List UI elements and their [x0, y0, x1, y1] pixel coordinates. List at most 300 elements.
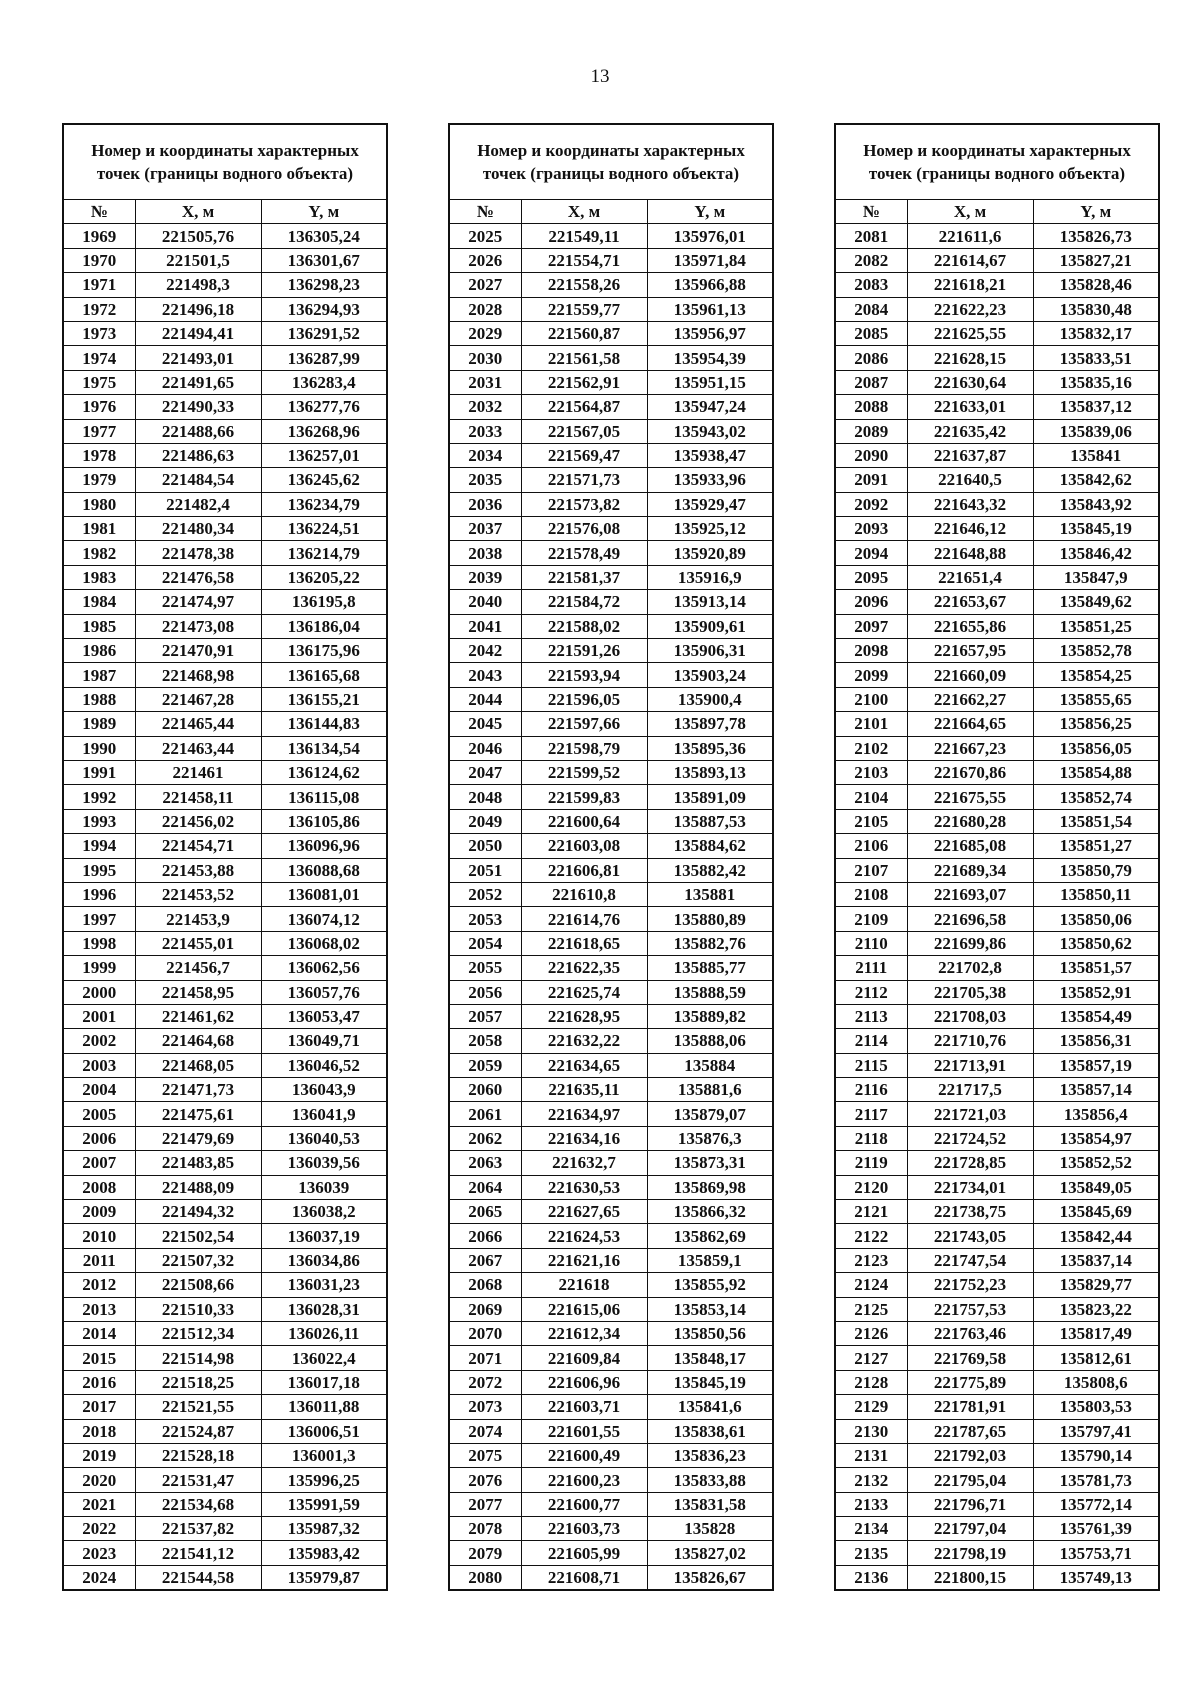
- table-row: [63, 858, 387, 882]
- y-coordinate-cell: 135845,69: [1033, 1200, 1159, 1224]
- y-coordinate-cell: 135929,47: [647, 492, 773, 516]
- x-coordinate-cell: 221797,04: [907, 1517, 1033, 1541]
- x-coordinate-cell: 221627,65: [521, 1200, 647, 1224]
- table-row: [835, 1248, 1159, 1272]
- table-row: [449, 517, 773, 541]
- point-number-cell: 2066: [449, 1224, 521, 1248]
- table-row: [63, 321, 387, 345]
- y-coordinate-cell: 136277,76: [261, 395, 387, 419]
- table-row: [63, 956, 387, 980]
- column-header-x: X, м: [521, 200, 647, 224]
- table-row: [449, 590, 773, 614]
- y-coordinate-cell: 135909,61: [647, 614, 773, 638]
- column-header-number: №: [449, 200, 521, 224]
- y-coordinate-cell: 135888,59: [647, 980, 773, 1004]
- point-number-cell: 2032: [449, 395, 521, 419]
- x-coordinate-cell: 221653,67: [907, 590, 1033, 614]
- x-coordinate-cell: 221651,4: [907, 565, 1033, 589]
- y-coordinate-cell: 136096,96: [261, 834, 387, 858]
- point-number-cell: 2074: [449, 1419, 521, 1443]
- table-row: [835, 541, 1159, 565]
- point-number-cell: 2058: [449, 1029, 521, 1053]
- y-coordinate-cell: 135849,05: [1033, 1175, 1159, 1199]
- table-row: [63, 273, 387, 297]
- point-number-cell: 2041: [449, 614, 521, 638]
- table-row: [449, 639, 773, 663]
- table-row: [835, 1102, 1159, 1126]
- table-row: [63, 980, 387, 1004]
- table-row: [63, 1200, 387, 1224]
- y-coordinate-cell: 135849,62: [1033, 590, 1159, 614]
- x-coordinate-cell: 221634,97: [521, 1102, 647, 1126]
- table-row: [63, 1370, 387, 1394]
- point-number-cell: 2129: [835, 1395, 907, 1419]
- point-number-cell: 2115: [835, 1053, 907, 1077]
- table-row: [63, 809, 387, 833]
- point-number-cell: 2018: [63, 1419, 135, 1443]
- y-coordinate-cell: 135859,1: [647, 1248, 773, 1272]
- point-number-cell: 2094: [835, 541, 907, 565]
- x-coordinate-cell: 221634,65: [521, 1053, 647, 1077]
- table-row: [835, 1468, 1159, 1492]
- y-coordinate-cell: 135851,25: [1033, 614, 1159, 638]
- table-row: [63, 1492, 387, 1516]
- table-row: [835, 736, 1159, 760]
- table-row: [835, 248, 1159, 272]
- table-row: [835, 1151, 1159, 1175]
- y-coordinate-cell: 135916,9: [647, 565, 773, 589]
- point-number-cell: 1978: [63, 443, 135, 467]
- point-number-cell: 1987: [63, 663, 135, 687]
- point-number-cell: 2046: [449, 736, 521, 760]
- y-coordinate-cell: 135857,19: [1033, 1053, 1159, 1077]
- x-coordinate-cell: 221721,03: [907, 1102, 1033, 1126]
- table-row: [835, 370, 1159, 394]
- y-coordinate-cell: 136017,18: [261, 1370, 387, 1394]
- x-coordinate-cell: 221593,94: [521, 663, 647, 687]
- point-number-cell: 1996: [63, 882, 135, 906]
- y-coordinate-cell: 136205,22: [261, 565, 387, 589]
- point-number-cell: 1998: [63, 931, 135, 955]
- point-number-cell: 1970: [63, 248, 135, 272]
- table-row: [63, 1248, 387, 1272]
- y-coordinate-cell: 135893,13: [647, 760, 773, 784]
- x-coordinate-cell: 221578,49: [521, 541, 647, 565]
- y-coordinate-cell: 135832,17: [1033, 321, 1159, 345]
- table-row: [835, 1273, 1159, 1297]
- point-number-cell: 2081: [835, 224, 907, 248]
- point-number-cell: 1977: [63, 419, 135, 443]
- point-number-cell: 2097: [835, 614, 907, 638]
- table-row: [449, 565, 773, 589]
- coordinates-table-3: [834, 123, 1160, 1591]
- y-coordinate-cell: 136001,3: [261, 1443, 387, 1467]
- column-header-y: Y, м: [1033, 200, 1159, 224]
- point-number-cell: 1995: [63, 858, 135, 882]
- point-number-cell: 2003: [63, 1053, 135, 1077]
- y-coordinate-cell: 135852,78: [1033, 639, 1159, 663]
- table-row: [835, 956, 1159, 980]
- y-coordinate-cell: 135851,57: [1033, 956, 1159, 980]
- x-coordinate-cell: 221467,28: [135, 687, 261, 711]
- point-number-cell: 2070: [449, 1321, 521, 1345]
- y-coordinate-cell: 135855,92: [647, 1273, 773, 1297]
- x-coordinate-cell: 221491,65: [135, 370, 261, 394]
- x-coordinate-cell: 221510,33: [135, 1297, 261, 1321]
- y-coordinate-cell: 135842,44: [1033, 1224, 1159, 1248]
- point-number-cell: 2126: [835, 1321, 907, 1345]
- y-coordinate-cell: 136062,56: [261, 956, 387, 980]
- y-coordinate-cell: 135845,19: [647, 1370, 773, 1394]
- x-coordinate-cell: 221486,63: [135, 443, 261, 467]
- x-coordinate-cell: 221603,08: [521, 834, 647, 858]
- x-coordinate-cell: 221610,8: [521, 882, 647, 906]
- point-number-cell: 2123: [835, 1248, 907, 1272]
- y-coordinate-cell: 135887,53: [647, 809, 773, 833]
- table-row: [63, 1297, 387, 1321]
- table-row: [835, 858, 1159, 882]
- x-coordinate-cell: 221521,55: [135, 1395, 261, 1419]
- y-coordinate-cell: 135797,41: [1033, 1419, 1159, 1443]
- point-number-cell: 2119: [835, 1151, 907, 1175]
- y-coordinate-cell: 135961,13: [647, 297, 773, 321]
- point-number-cell: 2134: [835, 1517, 907, 1541]
- x-coordinate-cell: 221584,72: [521, 590, 647, 614]
- table-row: [449, 663, 773, 687]
- table-row: [63, 1078, 387, 1102]
- point-number-cell: 2092: [835, 492, 907, 516]
- x-coordinate-cell: 221531,47: [135, 1468, 261, 1492]
- table-row: [835, 395, 1159, 419]
- y-coordinate-cell: 135880,89: [647, 907, 773, 931]
- column-header-x: X, м: [135, 200, 261, 224]
- point-number-cell: 2056: [449, 980, 521, 1004]
- x-coordinate-cell: 221461,62: [135, 1004, 261, 1028]
- x-coordinate-cell: 221600,23: [521, 1468, 647, 1492]
- coordinates-table-1: [62, 123, 388, 1591]
- x-coordinate-cell: 221710,76: [907, 1029, 1033, 1053]
- point-number-cell: 1971: [63, 273, 135, 297]
- y-coordinate-cell: 136039: [261, 1175, 387, 1199]
- x-coordinate-cell: 221614,67: [907, 248, 1033, 272]
- x-coordinate-cell: 221569,47: [521, 443, 647, 467]
- y-coordinate-cell: 135879,07: [647, 1102, 773, 1126]
- table-row: [835, 1346, 1159, 1370]
- table-row: [63, 1053, 387, 1077]
- point-number-cell: 2064: [449, 1175, 521, 1199]
- x-coordinate-cell: 221508,66: [135, 1273, 261, 1297]
- table-row: [63, 346, 387, 370]
- y-coordinate-cell: 136224,51: [261, 517, 387, 541]
- table-row: [449, 1419, 773, 1443]
- x-coordinate-cell: 221622,35: [521, 956, 647, 980]
- x-coordinate-cell: 221611,6: [907, 224, 1033, 248]
- point-number-cell: 1979: [63, 468, 135, 492]
- point-number-cell: 2048: [449, 785, 521, 809]
- x-coordinate-cell: 221463,44: [135, 736, 261, 760]
- point-number-cell: 2057: [449, 1004, 521, 1028]
- y-coordinate-cell: 136040,53: [261, 1126, 387, 1150]
- x-coordinate-cell: 221630,64: [907, 370, 1033, 394]
- table-row: [449, 1443, 773, 1467]
- table-row: [449, 1151, 773, 1175]
- x-coordinate-cell: 221600,64: [521, 809, 647, 833]
- point-number-cell: 2001: [63, 1004, 135, 1028]
- point-number-cell: 2072: [449, 1370, 521, 1394]
- x-coordinate-cell: 221464,68: [135, 1029, 261, 1053]
- table-row: [449, 1224, 773, 1248]
- x-coordinate-cell: 221461: [135, 760, 261, 784]
- point-number-cell: 2025: [449, 224, 521, 248]
- table-row: [835, 882, 1159, 906]
- page-number: 13: [590, 66, 610, 87]
- y-coordinate-cell: 135891,09: [647, 785, 773, 809]
- table-row: [835, 834, 1159, 858]
- y-coordinate-cell: 136115,08: [261, 785, 387, 809]
- point-number-cell: 2086: [835, 346, 907, 370]
- x-coordinate-cell: 221643,32: [907, 492, 1033, 516]
- x-coordinate-cell: 221628,95: [521, 1004, 647, 1028]
- point-number-cell: 2100: [835, 687, 907, 711]
- point-number-cell: 2121: [835, 1200, 907, 1224]
- point-number-cell: 2122: [835, 1224, 907, 1248]
- x-coordinate-cell: 221458,11: [135, 785, 261, 809]
- table-row: [63, 1175, 387, 1199]
- y-coordinate-cell: 135987,32: [261, 1517, 387, 1541]
- y-coordinate-cell: 135983,42: [261, 1541, 387, 1565]
- table-row: [835, 468, 1159, 492]
- point-number-cell: 2011: [63, 1248, 135, 1272]
- x-coordinate-cell: 221507,32: [135, 1248, 261, 1272]
- point-number-cell: 2093: [835, 517, 907, 541]
- point-number-cell: 1983: [63, 565, 135, 589]
- y-coordinate-cell: 135808,6: [1033, 1370, 1159, 1394]
- x-coordinate-cell: 221482,4: [135, 492, 261, 516]
- y-coordinate-cell: 135913,14: [647, 590, 773, 614]
- x-coordinate-cell: 221480,34: [135, 517, 261, 541]
- table-row: [449, 1565, 773, 1590]
- y-coordinate-cell: 136305,24: [261, 224, 387, 248]
- y-coordinate-cell: 135884,62: [647, 834, 773, 858]
- table-title: Номер и координаты характерных точек (границы водного объекта): [835, 124, 1159, 200]
- point-number-cell: 1975: [63, 370, 135, 394]
- point-number-cell: 1993: [63, 809, 135, 833]
- y-coordinate-cell: 135851,27: [1033, 834, 1159, 858]
- y-coordinate-cell: 136245,62: [261, 468, 387, 492]
- table-row: [63, 882, 387, 906]
- x-coordinate-cell: 221476,58: [135, 565, 261, 589]
- table-row: [449, 1492, 773, 1516]
- table-row: [63, 834, 387, 858]
- x-coordinate-cell: 221606,81: [521, 858, 647, 882]
- y-coordinate-cell: 136034,86: [261, 1248, 387, 1272]
- y-coordinate-cell: 135869,98: [647, 1175, 773, 1199]
- x-coordinate-cell: 221752,23: [907, 1273, 1033, 1297]
- table-row: [63, 517, 387, 541]
- table-row: [835, 1321, 1159, 1345]
- point-number-cell: 1988: [63, 687, 135, 711]
- table-row: [449, 224, 773, 248]
- y-coordinate-cell: 136022,4: [261, 1346, 387, 1370]
- point-number-cell: 1999: [63, 956, 135, 980]
- table-row: [835, 224, 1159, 248]
- point-number-cell: 2052: [449, 882, 521, 906]
- table-row: [449, 1053, 773, 1077]
- y-coordinate-cell: 135854,49: [1033, 1004, 1159, 1028]
- column-header-number: №: [835, 200, 907, 224]
- table-row: [449, 321, 773, 345]
- table-row: [63, 1321, 387, 1345]
- table-row: [449, 419, 773, 443]
- y-coordinate-cell: 135991,59: [261, 1492, 387, 1516]
- table-row: [63, 468, 387, 492]
- x-coordinate-cell: 221478,38: [135, 541, 261, 565]
- table-row: [63, 1273, 387, 1297]
- column-header-y: Y, м: [647, 200, 773, 224]
- point-number-cell: 1981: [63, 517, 135, 541]
- table-row: [449, 541, 773, 565]
- x-coordinate-cell: 221699,86: [907, 931, 1033, 955]
- table-row: [835, 639, 1159, 663]
- point-number-cell: 2103: [835, 760, 907, 784]
- y-coordinate-cell: 136037,19: [261, 1224, 387, 1248]
- table-row: [835, 663, 1159, 687]
- x-coordinate-cell: 221453,52: [135, 882, 261, 906]
- table-row: [449, 1078, 773, 1102]
- table-row: [63, 1565, 387, 1590]
- y-coordinate-cell: 135828: [647, 1517, 773, 1541]
- table-row: [63, 1541, 387, 1565]
- x-coordinate-cell: 221488,09: [135, 1175, 261, 1199]
- point-number-cell: 1991: [63, 760, 135, 784]
- y-coordinate-cell: 136081,01: [261, 882, 387, 906]
- y-coordinate-cell: 135829,77: [1033, 1273, 1159, 1297]
- table-row: [63, 1419, 387, 1443]
- x-coordinate-cell: 221747,54: [907, 1248, 1033, 1272]
- y-coordinate-cell: 135753,71: [1033, 1541, 1159, 1565]
- y-coordinate-cell: 135900,4: [647, 687, 773, 711]
- table-row: [449, 858, 773, 882]
- point-number-cell: 2055: [449, 956, 521, 980]
- point-number-cell: 2114: [835, 1029, 907, 1053]
- y-coordinate-cell: 135996,25: [261, 1468, 387, 1492]
- point-number-cell: 2130: [835, 1419, 907, 1443]
- point-number-cell: 2076: [449, 1468, 521, 1492]
- point-number-cell: 2061: [449, 1102, 521, 1126]
- point-number-cell: 2038: [449, 541, 521, 565]
- table-title: Номер и координаты характерных точек (границы водного объекта): [63, 124, 387, 200]
- x-coordinate-cell: 221588,02: [521, 614, 647, 638]
- x-coordinate-cell: 221628,15: [907, 346, 1033, 370]
- point-number-cell: 2083: [835, 273, 907, 297]
- table-row: [449, 956, 773, 980]
- x-coordinate-cell: 221544,58: [135, 1565, 261, 1590]
- point-number-cell: 2091: [835, 468, 907, 492]
- point-number-cell: 1989: [63, 712, 135, 736]
- x-coordinate-cell: 221648,88: [907, 541, 1033, 565]
- y-coordinate-cell: 136268,96: [261, 419, 387, 443]
- x-coordinate-cell: 221600,49: [521, 1443, 647, 1467]
- table-row: [63, 419, 387, 443]
- point-number-cell: 2127: [835, 1346, 907, 1370]
- point-number-cell: 2062: [449, 1126, 521, 1150]
- table-row: [63, 712, 387, 736]
- y-coordinate-cell: 136039,56: [261, 1151, 387, 1175]
- y-coordinate-cell: 136186,04: [261, 614, 387, 638]
- point-number-cell: 2008: [63, 1175, 135, 1199]
- point-number-cell: 1992: [63, 785, 135, 809]
- point-number-cell: 2035: [449, 468, 521, 492]
- table-row: [835, 1492, 1159, 1516]
- x-coordinate-cell: 221781,91: [907, 1395, 1033, 1419]
- x-coordinate-cell: 221599,83: [521, 785, 647, 809]
- x-coordinate-cell: 221796,71: [907, 1492, 1033, 1516]
- x-coordinate-cell: 221769,58: [907, 1346, 1033, 1370]
- y-coordinate-cell: 135897,78: [647, 712, 773, 736]
- y-coordinate-cell: 136074,12: [261, 907, 387, 931]
- table-row: [63, 1468, 387, 1492]
- x-coordinate-cell: 221564,87: [521, 395, 647, 419]
- table-row: [63, 931, 387, 955]
- x-coordinate-cell: 221792,03: [907, 1443, 1033, 1467]
- point-number-cell: 1986: [63, 639, 135, 663]
- y-coordinate-cell: 135854,88: [1033, 760, 1159, 784]
- y-coordinate-cell: 135853,14: [647, 1297, 773, 1321]
- table-row: [63, 297, 387, 321]
- y-coordinate-cell: 135954,39: [647, 346, 773, 370]
- table-row: [449, 395, 773, 419]
- y-coordinate-cell: 136234,79: [261, 492, 387, 516]
- table-row: [835, 517, 1159, 541]
- y-coordinate-cell: 135827,21: [1033, 248, 1159, 272]
- y-coordinate-cell: 135933,96: [647, 468, 773, 492]
- y-coordinate-cell: 136165,68: [261, 663, 387, 687]
- table-row: [63, 785, 387, 809]
- table-row: [63, 614, 387, 638]
- y-coordinate-cell: 135831,58: [647, 1492, 773, 1516]
- x-coordinate-cell: 221635,11: [521, 1078, 647, 1102]
- table-row: [835, 1541, 1159, 1565]
- x-coordinate-cell: 221646,12: [907, 517, 1033, 541]
- y-coordinate-cell: 135925,12: [647, 517, 773, 541]
- table-title: Номер и координаты характерных точек (границы водного объекта): [449, 124, 773, 200]
- y-coordinate-cell: 136298,23: [261, 273, 387, 297]
- point-number-cell: 2050: [449, 834, 521, 858]
- x-coordinate-cell: 221534,68: [135, 1492, 261, 1516]
- table-row: [63, 541, 387, 565]
- y-coordinate-cell: 135836,23: [647, 1443, 773, 1467]
- y-coordinate-cell: 136257,01: [261, 443, 387, 467]
- table-row: [63, 1395, 387, 1419]
- x-coordinate-cell: 221625,55: [907, 321, 1033, 345]
- point-number-cell: 2109: [835, 907, 907, 931]
- y-coordinate-cell: 135855,65: [1033, 687, 1159, 711]
- x-coordinate-cell: 221455,01: [135, 931, 261, 955]
- table-row: [449, 370, 773, 394]
- x-coordinate-cell: 221738,75: [907, 1200, 1033, 1224]
- y-coordinate-cell: 135979,87: [261, 1565, 387, 1590]
- x-coordinate-cell: 221708,03: [907, 1004, 1033, 1028]
- point-number-cell: 2087: [835, 370, 907, 394]
- x-coordinate-cell: 221757,53: [907, 1297, 1033, 1321]
- y-coordinate-cell: 135976,01: [647, 224, 773, 248]
- x-coordinate-cell: 221606,96: [521, 1370, 647, 1394]
- table-row: [835, 273, 1159, 297]
- table-row: [63, 492, 387, 516]
- y-coordinate-cell: 136026,11: [261, 1321, 387, 1345]
- table-row: [63, 395, 387, 419]
- table-row: [835, 321, 1159, 345]
